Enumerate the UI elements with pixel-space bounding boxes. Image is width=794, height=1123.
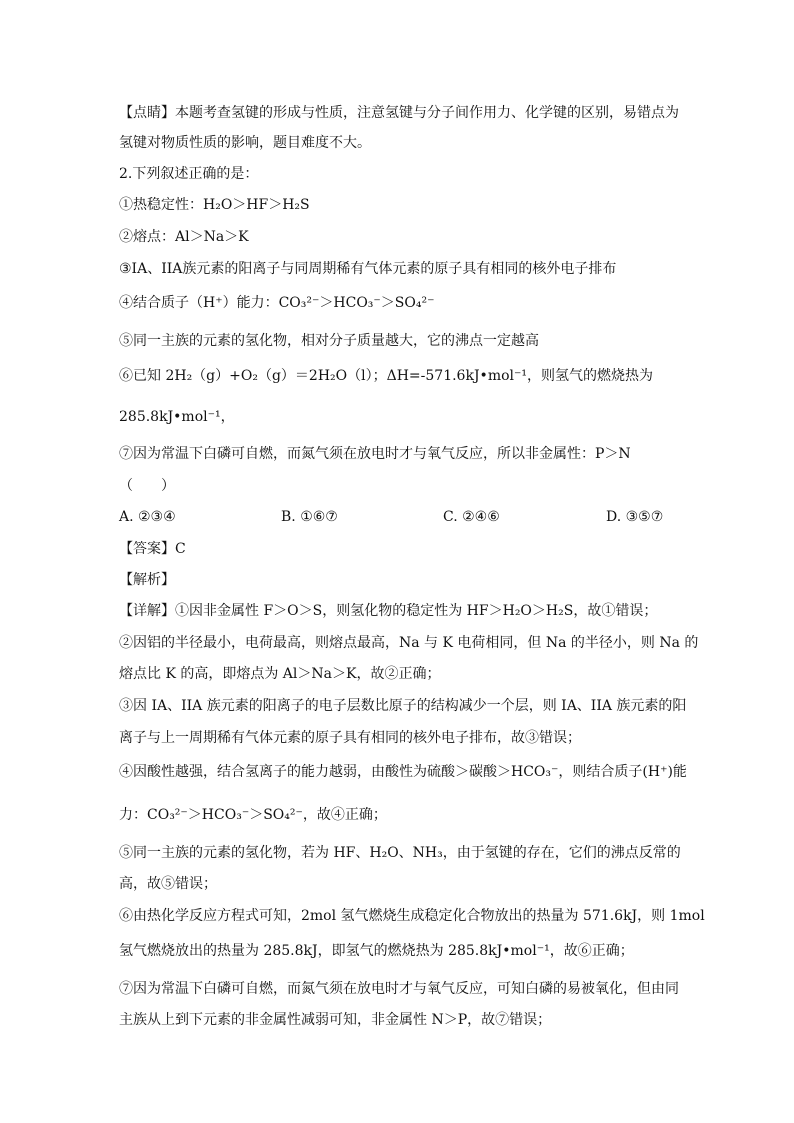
text-line: 氢气燃烧放出的热量为 285.8kJ，即氢气的燃烧热为 285.8kJ•mol⁻¹，故⑥正确； [119,943,634,959]
text-line: ⑥由热化学反应方程式可知，2mol 氢气燃烧生成稳定化合物放出的热量为 571.6kJ，则 1mol [119,908,705,924]
text-line: 力：CO₃²⁻＞HCO₃⁻＞SO₄²⁻，故④正确； [119,807,387,823]
text-line: 【答案】C [119,541,186,557]
text-line: 主族从上到下元素的非金属性减弱可知，非金属性 N＞P，故⑦错误； [119,1012,552,1028]
text-line: （ ） [119,478,175,494]
text-line: 285.8kJ•mol⁻¹， [119,409,235,425]
text-line: ①热稳定性：H₂O＞HF＞H₂S [119,197,310,213]
text-line: ④因酸性越强，结合氢离子的能力越弱，由酸性为硫酸＞碳酸＞HCO₃⁻，则结合质子(H⁺)能 [119,764,687,780]
text-line: 高，故⑤错误； [119,876,217,892]
answer-option: C. ②④⑥ [443,509,500,525]
text-line: ⑤同一主族的元素的氢化物，相对分子质量越大，它的沸点一定越高 [119,333,539,349]
text-line: 【详解】①因非金属性 F＞O＞S，则氢化物的稳定性为 HF＞H₂O＞H₂S，故①错误； [119,603,658,619]
text-line: ③IA、IIA族元素的阳离子与同周期稀有气体元素的原子具有相同的核外电子排布 [119,261,617,277]
text-line: 【解析】 [119,572,175,588]
text-line: 2.下列叙述正确的是： [119,166,259,182]
text-line: ④结合质子（H⁺）能力：CO₃²⁻＞HCO₃⁻＞SO₄²⁻ [119,295,435,311]
text-line: ⑦因为常温下白磷可自燃，而氮气须在放电时才与氧气反应，所以非金属性：P＞N [119,446,631,462]
text-line: ②因铝的半径最小，电荷最高，则熔点最高，Na 与 K 电荷相同，但 Na 的半径小，则 Na 的 [119,635,699,651]
text-line: 离子与上一周期稀有气体元素的原子具有相同的核外电子排布，故③错误； [119,730,581,746]
answer-option: B. ①⑥⑦ [281,509,338,525]
text-line: 【点睛】本题考查氢键的形成与性质，注意氢键与分子间作用力、化学键的区别，易错点为 [119,105,679,121]
text-line: ⑦因为常温下白磷可自燃，而氮气须在放电时才与氧气反应，可知白磷的易被氧化，但由同 [119,981,679,997]
text-line: ②熔点：Al＞Na＞K [119,229,249,245]
text-line: ⑤同一主族的元素的氢化物，若为 HF、H₂O、NH₃，由于氢键的存在，它们的沸点反常的 [119,845,681,861]
text-line: 熔点比 K 的高，即熔点为 Al＞Na＞K，故②正确； [119,666,441,682]
text-line: 氢键对物质性质的影响，题目难度不大。 [119,135,371,151]
answer-option: D. ③⑤⑦ [606,509,664,525]
text-line: ③因 IA、IIA 族元素的阳离子的电子层数比原子的结构减少一个层，则 IA、IIA 族元素的阳 [119,698,687,714]
text-line: ⑥已知 2H₂（g）+O₂（g）＝2H₂O（l）；ΔH=-571.6kJ•mol⁻¹，则氢气的燃烧热为 [119,368,654,384]
answer-option: A. ②③④ [119,509,176,525]
